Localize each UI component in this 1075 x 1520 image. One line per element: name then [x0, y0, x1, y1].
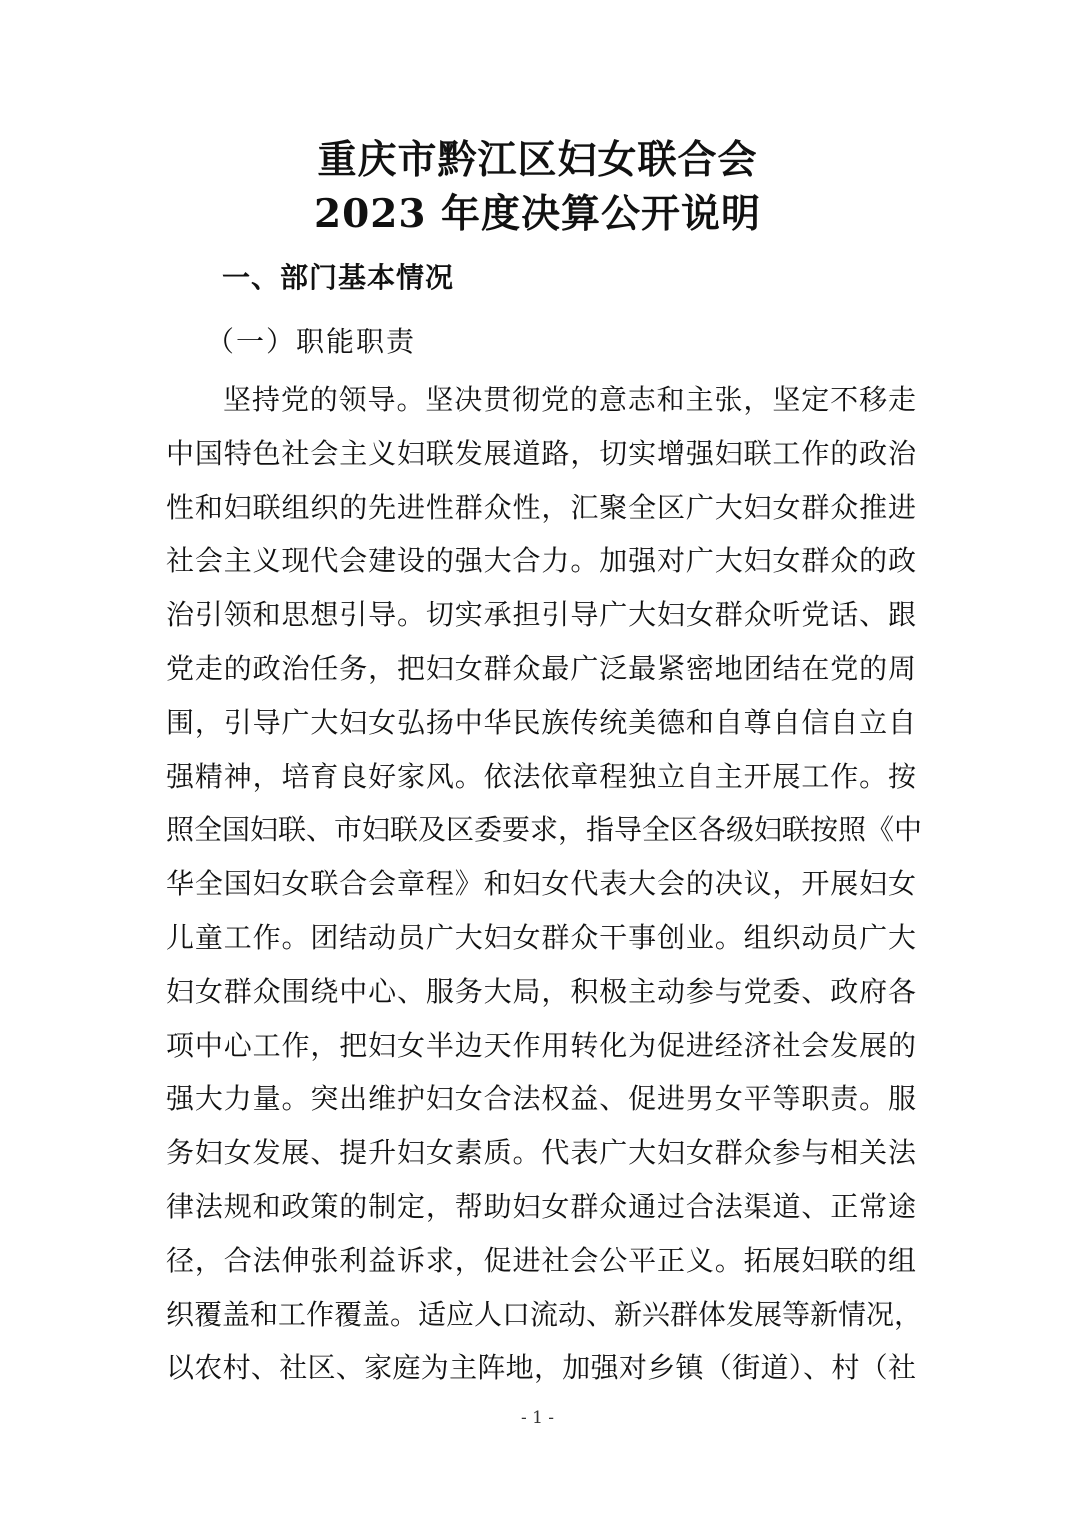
- body-line: 社会主义现代会建设的强大合力。加强对广大妇女群众的政: [166, 544, 916, 578]
- body-line: 儿童工作。团结动员广大妇女群众干事创业。组织动员广大: [166, 920, 916, 954]
- body-line: 妇女群众围绕中心、服务大局，积极主动参与党委、政府各: [166, 974, 916, 1008]
- body-line: 项中心工作，把妇女半边天作用转化为促进经济社会发展的: [166, 1028, 916, 1062]
- body-line: 强大力量。突出维护妇女合法权益、促进男女平等职责。服: [166, 1082, 916, 1116]
- body-line: 务妇女发展、提升妇女素质。代表广大妇女群众参与相关法: [166, 1136, 916, 1170]
- body-line: 织覆盖和工作覆盖。适应人口流动、新兴群体发展等新情况，: [166, 1297, 923, 1331]
- body-line: 中国特色社会主义妇联发展道路，切实增强妇联工作的政治: [166, 436, 916, 470]
- section-heading: 一、部门基本情况: [222, 261, 455, 294]
- body-line: 华全国妇女联合会章程》和妇女代表大会的决议，开展妇女: [166, 867, 916, 901]
- body-line: 律法规和政策的制定，帮助妇女群众通过合法渠道、正常途: [166, 1189, 916, 1223]
- body-line: 治引领和思想引导。切实承担引导广大妇女群众听党话、跟: [166, 598, 916, 632]
- body-line: 性和妇联组织的先进性群众性，汇聚全区广大妇女群众推进: [166, 490, 916, 524]
- document-title-line1: 重庆市黔江区妇女联合会: [317, 137, 758, 183]
- body-line: 径，合法伸张利益诉求，促进社会公平正义。拓展妇联的组: [166, 1243, 916, 1277]
- body-line: 围，引导广大妇女弘扬中华民族传统美德和自尊自信自立自: [166, 705, 916, 739]
- body-line: 强精神，培育良好家风。依法依章程独立自主开展工作。按: [166, 759, 916, 793]
- document-title-line2: 2023 年度决算公开说明: [313, 191, 762, 237]
- body-line: 坚持党的领导。坚决贯彻党的意志和主张，坚定不移走: [223, 383, 916, 416]
- body-line: 照全国妇联、市妇联及区委要求，指导全区各级妇联按照《中: [166, 813, 923, 847]
- body-line: 以农村、社区、家庭为主阵地，加强对乡镇（街道）、村（社: [166, 1351, 916, 1385]
- subsection-heading: （一）职能职责: [206, 325, 417, 358]
- body-line: 党走的政治任务，把妇女群众最广泛最紧密地团结在党的周: [166, 651, 916, 685]
- page-number: - 1 -: [520, 1408, 555, 1428]
- body-text: [166, 373, 923, 1395]
